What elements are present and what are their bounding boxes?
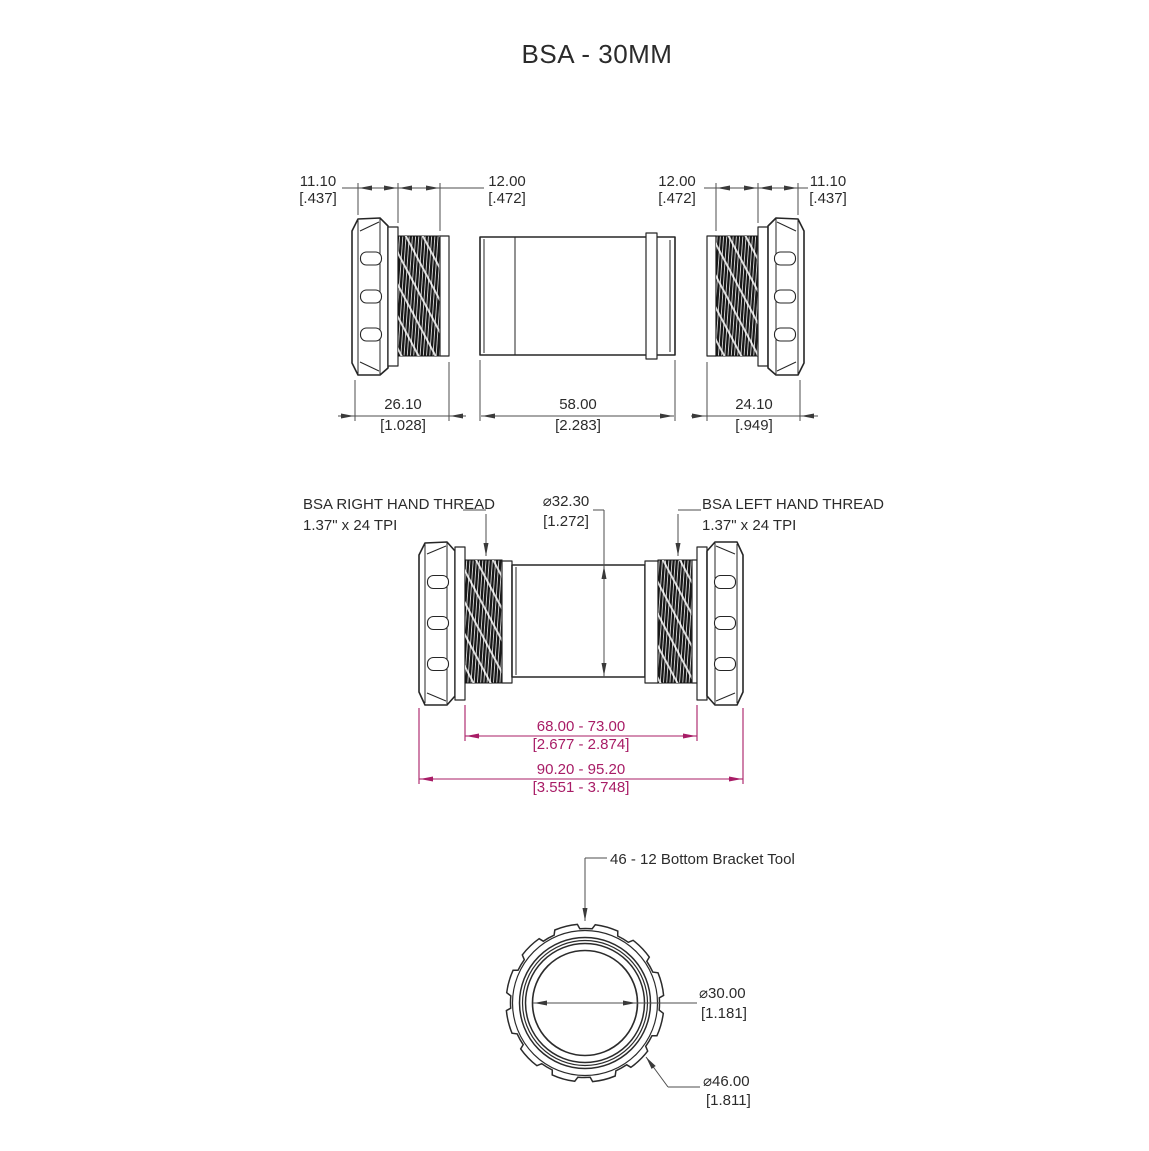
label-bottom-bracket-tool: 46 - 12 Bottom Bracket Tool (610, 851, 795, 868)
left-cup-flange (352, 218, 398, 375)
assembled-shell-tube (512, 561, 658, 683)
assembled-left-lip (455, 547, 465, 700)
dim-left-cup-in: [1.028] (380, 417, 426, 434)
right-cup-flange (758, 218, 804, 375)
dim-right-flange-in: [.437] (809, 190, 847, 207)
exploded-view (299, 173, 847, 434)
dim-shell-width-mm: 68.00 - 73.00 (536, 718, 626, 735)
label-right-hand-thread-spec: 1.37" x 24 TPI (303, 517, 398, 534)
dim-right-thread-mm: 12.00 (658, 173, 696, 190)
dim-tube-diameter-in: [1.272] (543, 513, 589, 530)
dim-tube-in: [2.283] (555, 417, 601, 434)
dim-right-flange-mm: 11.10 (809, 173, 847, 190)
assembled-left-flange (419, 542, 465, 705)
dim-bore-diameter-in: [1.181] (701, 1005, 747, 1022)
dim-outer-diameter-in: [1.811] (706, 1092, 751, 1109)
dim-tube-mm: 58.00 (559, 396, 597, 413)
label-right-hand-thread: BSA RIGHT HAND THREAD (303, 496, 495, 513)
dim-left-flange-in: [.437] (299, 190, 337, 207)
left-cup-collar (440, 236, 449, 356)
left-cup-threads (398, 236, 449, 356)
assembled-right-threads (658, 560, 697, 683)
label-left-hand-thread: BSA LEFT HAND THREAD (702, 496, 884, 513)
dim-tube-diameter-mm: ⌀32.30 (542, 493, 590, 510)
dim-right-thread-in: [.472] (658, 190, 696, 207)
dim-outer-diameter-mm: ⌀46.00 (703, 1073, 750, 1090)
dim-left-thread-mm: 12.00 (488, 173, 526, 190)
dim-left-flange-mm: 11.10 (299, 173, 337, 190)
dim-shell-width-in: [2.677 - 2.874] (532, 736, 630, 753)
page-title: BSA - 30MM (521, 39, 673, 69)
dim-bore-diameter-mm: ⌀30.00 (699, 985, 746, 1002)
dim-left-thread-in: [.472] (488, 190, 526, 207)
label-left-hand-thread-spec: 1.37" x 24 TPI (702, 517, 797, 534)
dim-right-cup-in: [.949] (735, 417, 773, 434)
dim-overall-width-in: [3.551 - 3.748] (532, 779, 630, 796)
dim-left-cup-mm: 26.10 (384, 396, 422, 413)
shell-tube (480, 233, 675, 359)
right-cup-collar (707, 236, 716, 356)
assembled-right-flange (697, 542, 743, 705)
assembled-right-lip (697, 547, 707, 700)
end-view (506, 851, 794, 1109)
assembled-left-threads (465, 560, 512, 683)
dim-overall-width-mm: 90.20 - 95.20 (536, 761, 626, 778)
dim-right-cup-mm: 24.10 (735, 396, 773, 413)
assembled-view (303, 493, 884, 796)
left-cup-lip (388, 227, 398, 366)
right-cup-lip (758, 227, 768, 366)
right-cup-threads (707, 236, 758, 356)
